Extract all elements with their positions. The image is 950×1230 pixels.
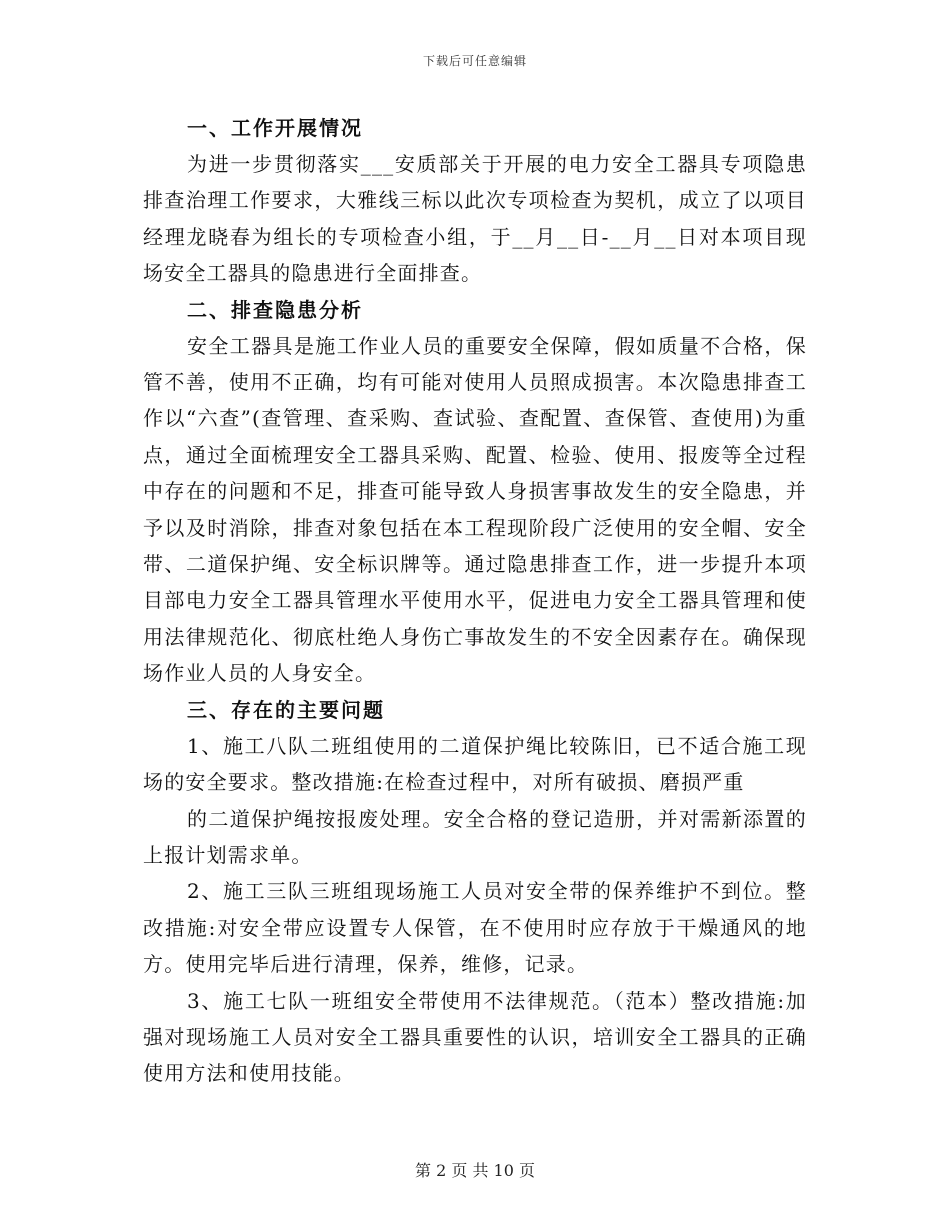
section-heading-main-problems: 三、存在的主要问题 [187, 697, 385, 722]
paragraph: 1、施工八队二班组使用的二道保护绳比较陈旧，已不适合施工现场的安全要求。整改措施:在检查过程中，对所有破损、磨损严重 [143, 733, 807, 795]
paragraph: 为进一步贯彻落实___安质部关于开展的电力安全工器具专项隐患排查治理工作要求，大雅线三标以此次专项检查为契机，成立了以项目经理龙晓春为组长的专项检查小组，于__月__日-__月__日对本项目现场安全工器具的隐患进行全面排查。 [143, 152, 807, 286]
paragraph: 3、施工七队一班组安全带使用不法律规范。（范本）整改措施:加强对现场施工人员对安全工器具重要性的认识，培训安全工器具的正确使用方法和使用技能。 [143, 988, 807, 1086]
page-number: 第 2 页 共 10 页 [415, 1161, 535, 1180]
paragraph: 2、施工三队三班组现场施工人员对安全带的保养维护不到位。整改措施:对安全带应设置专人保管，在不使用时应存放于干燥通风的地方。使用完毕后进行清理，保养，维修，记录。 [143, 879, 807, 977]
page-header: 下载后可任意编辑 [422, 54, 527, 68]
document-body [143, 110, 807, 1092]
paragraph: 安全工器具是施工作业人员的重要安全保障，假如质量不合格，保管不善，使用不正确，均有可能对使用人员照成损害。本次隐患排查工作以“六查”(查管理、查采购、查试验、查配置、查保管、查使用)为重点，通过全面梳理安全工器具采购、配置、检验、使用、报废等全过程中存在的问题和不足，排查可能导致人身损害事故发生的安全隐患，并予以及时消除，排查对象包括在本工程现阶段广泛使用的安全帽、安全带、二道保护绳、安全标识牌等。通过隐患排查工作，进一步提升本项目部电力安全工器具管理水平使用水平，促进电力安全工器具管理和使用法律规范化、彻底杜绝人身伤亡事故发生的不安全因素存在。确保现场作业人员的人身安全。 [143, 333, 807, 686]
paragraph: 的二道保护绳按报废处理。安全合格的登记造册，并对需新添置的上报计划需求单。 [143, 806, 807, 867]
section-heading-hazard-analysis: 二、排查隐患分析 [187, 297, 363, 322]
section-heading-work-progress: 一、工作开展情况 [187, 116, 363, 140]
